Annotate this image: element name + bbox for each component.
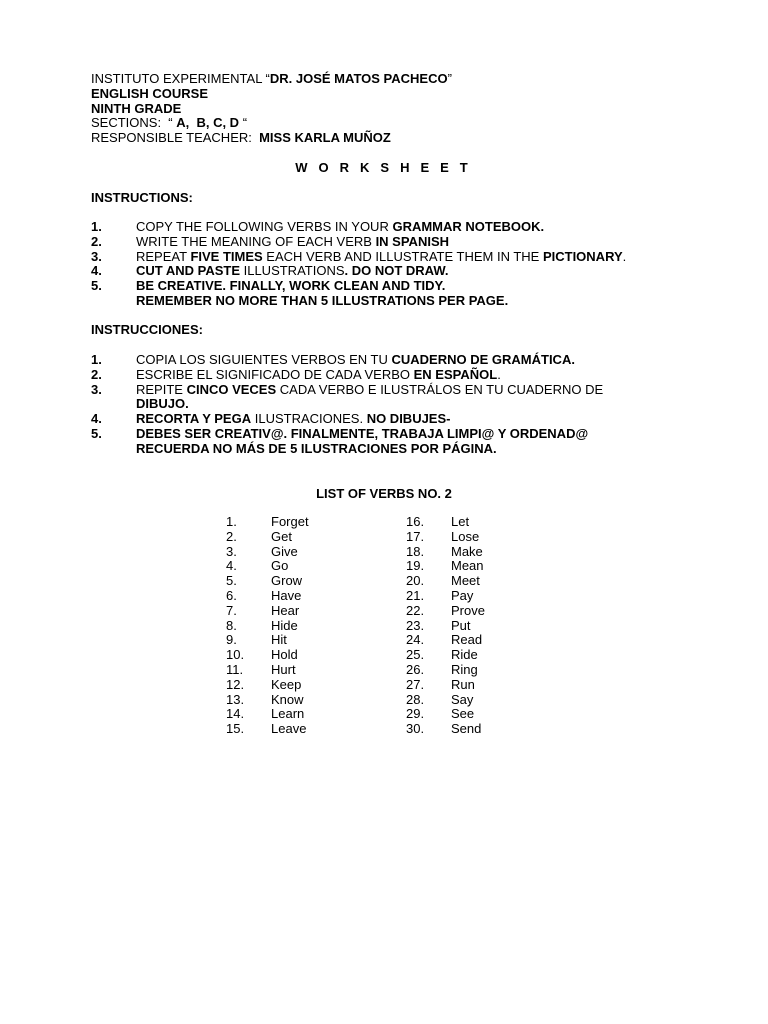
- verb-word: Get: [271, 528, 292, 544]
- verb-number: 23.: [406, 617, 425, 633]
- verb-word: Have: [271, 587, 302, 603]
- verb-number: 22.: [406, 602, 425, 618]
- instruction-item: [91, 427, 691, 442]
- instruction-text-part: REPEAT: [136, 248, 191, 264]
- instructions-heading: INSTRUCTIONS:: [91, 190, 193, 205]
- verb-word: Lose: [451, 528, 480, 544]
- verb-number: 11.: [226, 661, 244, 677]
- verb-number: 25.: [406, 647, 425, 663]
- verb-word: Put: [451, 617, 471, 633]
- verb-number: 17.: [406, 528, 425, 544]
- verb-word: Prove: [451, 602, 485, 618]
- instruction-text-part: CADA VERBO E ILUSTRÁLOS EN TU CUADERNO DE: [276, 381, 604, 397]
- verb-word: Give: [271, 543, 298, 559]
- instruction-number: 1.: [91, 352, 102, 367]
- verb-number: 15.: [226, 721, 245, 737]
- instruction-text-part: CUT AND PASTE: [136, 263, 240, 279]
- instruction-text-part: BE CREATIVE. FINALLY, WORK CLEAN AND TIDY.: [136, 278, 446, 294]
- worksheet-title: WORKSHEET: [295, 160, 479, 175]
- verb-word: Hear: [271, 602, 300, 618]
- instruction-text-part: ILUSTRACIONES.: [251, 411, 367, 427]
- worksheet-header: [91, 72, 452, 146]
- verb-number: 1.: [226, 514, 237, 529]
- instruction-number: 2.: [91, 366, 102, 382]
- instruction-text-part: REMEMBER NO MORE THAN 5 ILLUSTRATIONS PER PAGE.: [136, 292, 509, 308]
- instruction-text: [136, 279, 691, 294]
- instruction-text-part: EACH VERB AND ILLUSTRATE THEM IN THE: [262, 248, 543, 264]
- instruction-item: [91, 235, 691, 250]
- instruction-number: 3.: [91, 381, 102, 397]
- verb-word: Hurt: [271, 661, 296, 677]
- verb-word: Run: [451, 676, 475, 692]
- verb-word: Hide: [271, 617, 298, 633]
- teacher-name: MISS KARLA MUÑOZ: [259, 130, 391, 146]
- verb-number: 8.: [226, 617, 237, 633]
- verb-number: 21.: [406, 587, 425, 603]
- instruction-text: [136, 412, 691, 427]
- verb-number: 16.: [406, 514, 425, 529]
- instruction-text-part: ESCRIBE EL SIGNIFICADO DE CADA VERBO: [136, 366, 414, 382]
- instruction-text-part: RECUERDA NO MÁS DE 5 ILUSTRACIONES POR PÁGINA.: [136, 440, 497, 456]
- instruction-text: [136, 353, 691, 368]
- instruction-item: [91, 279, 691, 294]
- verb-number: 14.: [226, 706, 245, 722]
- verb-number: 6.: [226, 587, 237, 603]
- instruction-text: [136, 235, 691, 250]
- verb-number: 13.: [226, 691, 245, 707]
- instruction-text-part: ILLUSTRATIONS: [240, 263, 345, 279]
- verb-word: Ring: [451, 661, 478, 677]
- instruction-item: [91, 353, 691, 368]
- verb-number: 28.: [406, 691, 425, 707]
- verb-word: Send: [451, 721, 482, 737]
- verb-number: 29.: [406, 706, 425, 722]
- verb-number: 27.: [406, 676, 425, 692]
- instruction-text-part: DIBUJO.: [136, 396, 189, 412]
- instruction-text-part: PICTIONARY: [542, 248, 623, 264]
- sections-line: SECTIONS: “ A, B, C, D “: [91, 115, 248, 131]
- verb-word: Forget: [271, 514, 309, 529]
- verb-number: 18.: [406, 543, 425, 559]
- school-name: DR. JOSÉ MATOS PACHECO: [269, 71, 448, 86]
- instruction-text-part: IN SPANISH: [375, 233, 449, 249]
- verb-word: Let: [451, 514, 470, 529]
- instrucciones-list: [91, 353, 691, 457]
- instruction-number: 5.: [91, 278, 102, 294]
- verb-word: Hold: [271, 647, 298, 663]
- verb-number: 19.: [406, 558, 425, 574]
- instruction-number: 2.: [91, 233, 102, 249]
- verb-word: Grow: [271, 573, 303, 589]
- instruction-text-part: GRAMMAR NOTEBOOK.: [392, 219, 545, 234]
- verb-number: 3.: [226, 543, 237, 559]
- verb-number: 5.: [226, 573, 237, 589]
- instruction-text: [136, 250, 691, 265]
- verb-number: 7.: [226, 602, 237, 618]
- verb-word: See: [451, 706, 475, 722]
- instruction-item: [91, 294, 691, 309]
- instruction-text-part: EN ESPAÑOL: [413, 366, 498, 382]
- verb-number: 26.: [406, 661, 425, 677]
- verb-list-title: LIST OF VERBS NO. 2: [316, 486, 452, 501]
- instruction-text-part: DEBES SER CREATIV@. FINALMENTE, TRABAJA LIMPI@ Y ORDENAD@: [136, 425, 589, 441]
- instruction-item: [91, 264, 691, 279]
- instruction-text: [136, 442, 691, 457]
- instruction-text-part: RECORTA Y PEGA: [136, 411, 252, 427]
- verb-word: Learn: [271, 706, 305, 722]
- instruction-text-part: COPY THE FOLLOWING VERBS IN YOUR: [136, 219, 393, 234]
- grade-line: NINTH GRADE: [91, 100, 182, 116]
- instruction-text-part: CUADERNO DE GRAMÁTICA.: [391, 352, 575, 367]
- verb-word: Ride: [451, 647, 478, 663]
- instruction-item: [91, 383, 691, 398]
- instruction-item: [91, 220, 691, 235]
- school-line: INSTITUTO EXPERIMENTAL “DR. JOSÉ MATOS PACHECO”: [91, 71, 452, 86]
- instruction-number: 4.: [91, 263, 102, 279]
- instruction-text-part: WRITE THE MEANING OF EACH VERB: [136, 233, 376, 249]
- instruction-item: [91, 250, 691, 265]
- instruction-text: [136, 383, 691, 398]
- verb-word: Mean: [451, 558, 484, 574]
- instruction-text-part: . DO NOT DRAW.: [344, 263, 449, 279]
- verb-number: 30.: [406, 721, 425, 737]
- verb-word: Keep: [271, 676, 302, 692]
- verb-word: Pay: [451, 587, 474, 603]
- instruction-text-part: REPITE: [136, 381, 187, 397]
- instruction-text-part: COPIA LOS SIGUIENTES VERBOS EN TU: [136, 352, 392, 367]
- verb-number: 12.: [226, 676, 245, 692]
- instruction-text-part: NO DIBUJES-: [366, 411, 451, 427]
- instruction-text: [136, 294, 691, 309]
- instruction-number: 5.: [91, 425, 102, 441]
- instruction-text: [136, 368, 691, 383]
- verb-number: 20.: [406, 573, 425, 589]
- instruction-item: [91, 368, 691, 383]
- verb-word: Make: [451, 543, 483, 559]
- verb-number: 9.: [226, 632, 237, 648]
- instruction-text-part: .: [622, 248, 627, 264]
- verb-word: Know: [271, 691, 304, 707]
- instruction-text: [136, 264, 691, 279]
- verb-word: Read: [451, 632, 483, 648]
- verb-number: 24.: [406, 632, 425, 648]
- verb-word: Meet: [451, 573, 480, 589]
- instruction-number: 4.: [91, 411, 102, 427]
- instruction-number: 3.: [91, 248, 102, 264]
- instructions-list: [91, 220, 691, 309]
- sections-value: A, B, C, D: [176, 115, 240, 131]
- verb-number: 10.: [226, 647, 245, 663]
- verb-number: 4.: [226, 558, 237, 574]
- instruction-text-part: .: [497, 366, 501, 382]
- instruction-number: 1.: [91, 219, 102, 234]
- instruction-text-part: FIVE TIMES: [190, 248, 263, 264]
- verb-word: Go: [271, 558, 289, 574]
- instruction-text-part: CINCO VECES: [186, 381, 277, 397]
- instruction-text: [136, 220, 691, 235]
- verb-word: Hit: [271, 632, 287, 648]
- instruction-item: [91, 397, 691, 412]
- teacher-line: RESPONSIBLE TEACHER: MISS KARLA MUÑOZ: [91, 130, 391, 146]
- instruction-item: [91, 442, 691, 457]
- instruction-item: [91, 412, 691, 427]
- verb-word: Say: [451, 691, 474, 707]
- verb-word: Leave: [271, 721, 307, 737]
- course-line: ENGLISH COURSE: [91, 85, 209, 101]
- instrucciones-heading: INSTRUCCIONES:: [91, 322, 203, 337]
- instruction-text: [136, 427, 691, 442]
- instruction-text: [136, 397, 691, 412]
- verb-number: 2.: [226, 528, 237, 544]
